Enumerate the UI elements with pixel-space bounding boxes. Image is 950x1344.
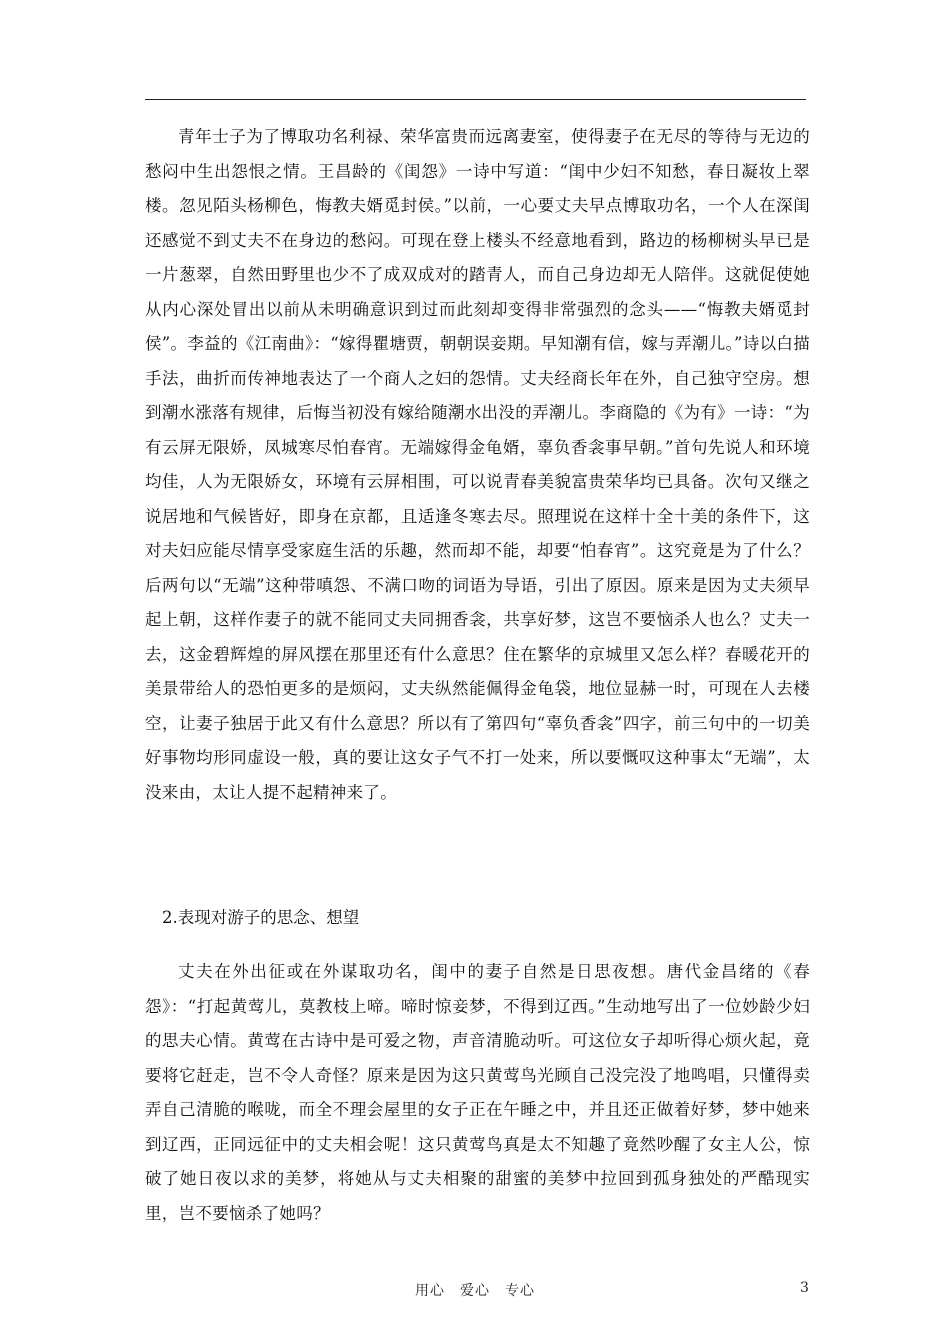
header-rule <box>145 99 806 100</box>
body-paragraph-1: 青年士子为了博取功名利禄、荣华富贵而远离妻室，使得妻子在无尽的等待与无边的愁闷中生出怨恨之情。王昌龄的《闺怨》一诗中写道：“闺中少妇不知愁，春日凝妆上翠楼。忽见陌头杨柳色，悔教夫婿觅封侯。”以前，一心要丈夫早点博取功名，一个人在深闺还感觉不到丈夫不在身边的愁闷。可现在登上楼头不经意地看到，路边的杨柳树头早已是一片葱翠，自然田野里也少不了成双成对的踏青人，而自己身边却无人陪伴。这就促使她从内心深处冒出以前从未明确意识到过而此刻却变得非常强烈的念头——“悔教夫婿觅封侯”。李益的《江南曲》：“嫁得瞿塘贾，朝朝误妾期。早知潮有信，嫁与弄潮儿。”诗以白描手法，曲折而传神地表达了一个商人之妇的怨情。丈夫经商长年在外，自己独守空房。想到潮水涨落有规律，后悔当初没有嫁给随潮水出没的弄潮儿。李商隐的《为有》一诗：“为有云屏无限娇，凤城寒尽怕春宵。无端嫁得金龟婿，辜负香衾事早朝。”首句先说人和环境均佳，人为无限娇女，环境有云屏相围，可以说青春美貌富贵荣华均已具备。次句又继之说居地和气候皆好，即身在京都，且适逢冬寒去尽。照理说在这样十全十美的条件下，这对夫妇应能尽情享受家庭生活的乐趣，然而却不能，却要“怕春宵”。这究竟是为了什么？后两句以“无端”这种带嗔怨、不满口吻的词语为导语，引出了原因。原来是因为丈夫须早起上朝，这样作妻子的就不能同丈夫同拥香衾，共享好梦，这岂不要恼杀人也么？丈夫一去，这金碧辉煌的屏风摆在那里还有什么意思？住在繁华的京城里又怎么样？春暖花开的美景带给人的恐怕更多的是烦闷，丈夫纵然能佩得金龟袋，地位显赫一时，可现在人去楼空，让妻子独居于此又有什么意思？所以有了第四句“辜负香衾”四字，前三句中的一切美好事物均形同虚设一般，真的要让这女子气不打一处来，所以要慨叹这种事太“无端”，太没来由，太让人提不起精神来了。 <box>145 127 810 802</box>
body-paragraph-2: 丈夫在外出征或在外谋取功名，闺中的妻子自然是日思夜想。唐代金昌绪的《春怨》：“打起黄莺儿，莫教枝上啼。啼时惊妾梦，不得到辽西。”生动地写出了一位妙龄少妇的思夫心情。黄莺在古诗中是可爱之物，声音清脆动听。可这位女子却听得心烦火起，竟要将它赶走，岂不令人奇怪？原来是因为这只黄莺鸟光顾自己没完没了地鸣唱，只懂得卖弄自己清脆的喉咙，而全不理会屋里的女子正在午睡之中，并且还正做着好梦，梦中她来到辽西，正同远征中的丈夫相会呢！这只黄莺鸟真是太不知趣了竟然吵醒了女主人公，惊破了她日夜以求的美梦，将她从与丈夫相聚的甜蜜的美梦中拉回到孤身独处的严酷现实里，岂不要恼杀了她吗？ <box>145 962 810 1223</box>
page-number: 3 <box>800 1280 809 1296</box>
footer-slogan: 用心 爱心 专心 <box>415 1283 535 1299</box>
section-heading: 2.表现对游子的思念、想望 <box>162 908 360 927</box>
